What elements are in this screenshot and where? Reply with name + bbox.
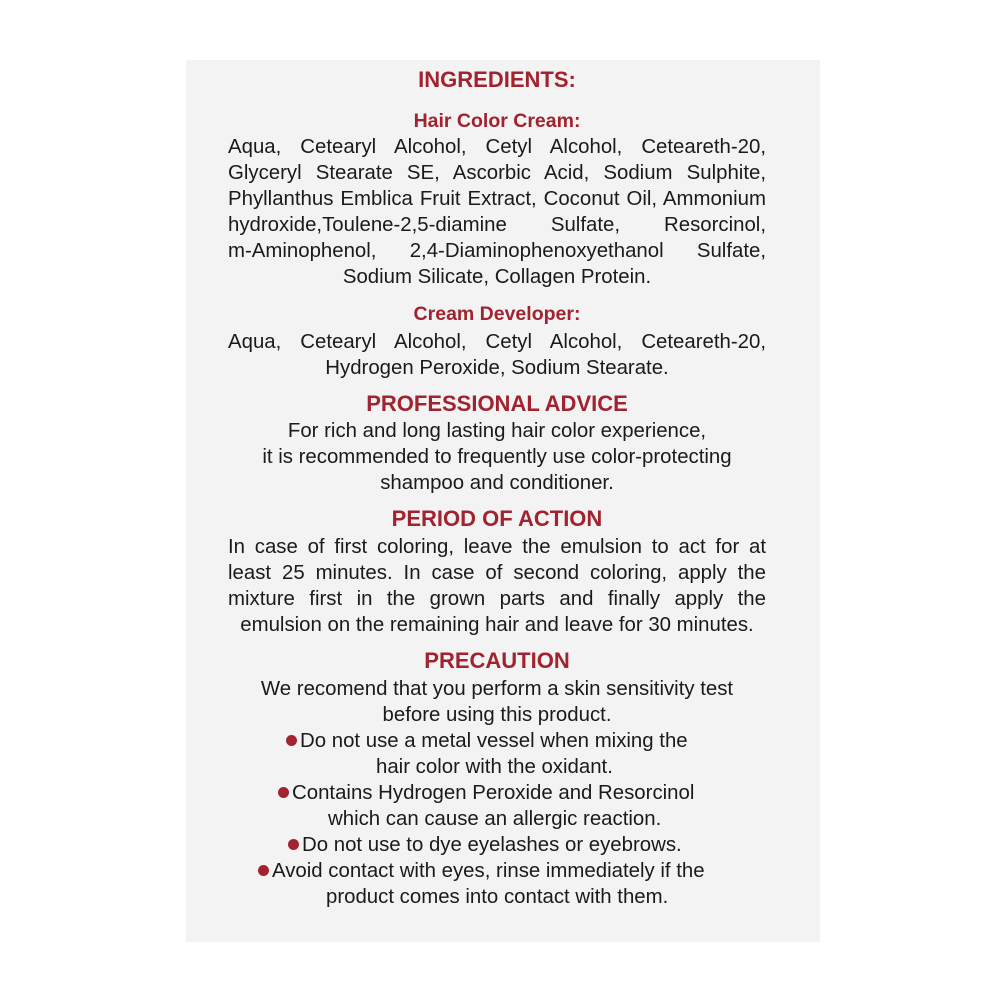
precaution-bullet-text: Avoid contact with eyes, rinse immediately if the xyxy=(272,860,705,882)
professional-advice-heading: PROFESSIONAL ADVICE xyxy=(366,391,628,416)
precaution-bullet xyxy=(286,728,688,754)
professional-advice-line: For rich and long lasting hair color experience, xyxy=(287,420,707,442)
period-of-action-line: mixture first in the grown parts and finally apply the xyxy=(228,588,766,610)
precaution-intro-line: We recomend that you perform a skin sensitivity test xyxy=(260,678,734,700)
hair-color-cream-line: m-Aminophenol, 2,4-Diaminophenoxyethanol Sulfate, xyxy=(228,240,766,262)
hair-color-cream-subheading: Hair Color Cream: xyxy=(413,110,581,132)
precaution-bullet-continuation: product comes into contact with them. xyxy=(326,886,669,908)
ingredients-label-card xyxy=(186,60,820,942)
hair-color-cream-line: Aqua, Cetearyl Alcohol, Cetyl Alcohol, Ceteareth-20, xyxy=(228,136,766,158)
cream-developer-subheading: Cream Developer: xyxy=(413,303,581,325)
precaution-bullet xyxy=(288,832,682,858)
cream-developer-line: Hydrogen Peroxide, Sodium Stearate. xyxy=(325,357,669,379)
precaution-bullet-continuation: hair color with the oxidant. xyxy=(376,756,613,778)
precaution-intro-line: before using this product. xyxy=(382,704,612,726)
professional-advice-line: it is recommended to frequently use color-protecting xyxy=(262,446,732,468)
professional-advice-line: shampoo and conditioner. xyxy=(380,472,614,494)
precaution-bullet-continuation: which can cause an allergic reaction. xyxy=(328,808,662,830)
hair-color-cream-line: Sodium Silicate, Collagen Protein. xyxy=(342,266,652,288)
period-of-action-line: In case of first coloring, leave the emulsion to act for at xyxy=(228,536,766,558)
period-of-action-line: emulsion on the remaining hair and leave for 30 minutes. xyxy=(240,614,754,636)
bullet-dot-icon xyxy=(278,787,289,798)
precaution-bullet xyxy=(258,858,705,884)
precaution-bullet-text: Do not use a metal vessel when mixing the xyxy=(300,730,688,752)
bullet-dot-icon xyxy=(286,735,297,746)
bullet-dot-icon xyxy=(288,839,299,850)
hair-color-cream-line: hydroxide,Toulene-2,5-diamine Sulfate, Resorcinol, xyxy=(228,214,766,236)
precaution-bullet-text: Contains Hydrogen Peroxide and Resorcinol xyxy=(292,782,695,804)
bullet-dot-icon xyxy=(258,865,269,876)
hair-color-cream-line: Phyllanthus Emblica Fruit Extract, Coconut Oil, Ammonium xyxy=(228,188,766,210)
period-of-action-line: least 25 minutes. In case of second coloring, apply the xyxy=(228,562,766,584)
precaution-bullet-text: Do not use to dye eyelashes or eyebrows. xyxy=(302,834,682,856)
hair-color-cream-line: Glyceryl Stearate SE, Ascorbic Acid, Sodium Sulphite, xyxy=(228,162,766,184)
ingredients-heading: INGREDIENTS: xyxy=(418,67,576,92)
precaution-heading: PRECAUTION xyxy=(424,648,570,673)
period-of-action-heading: PERIOD OF ACTION xyxy=(391,506,603,531)
cream-developer-line: Aqua, Cetearyl Alcohol, Cetyl Alcohol, Ceteareth-20, xyxy=(228,331,766,353)
precaution-bullet xyxy=(278,780,694,806)
